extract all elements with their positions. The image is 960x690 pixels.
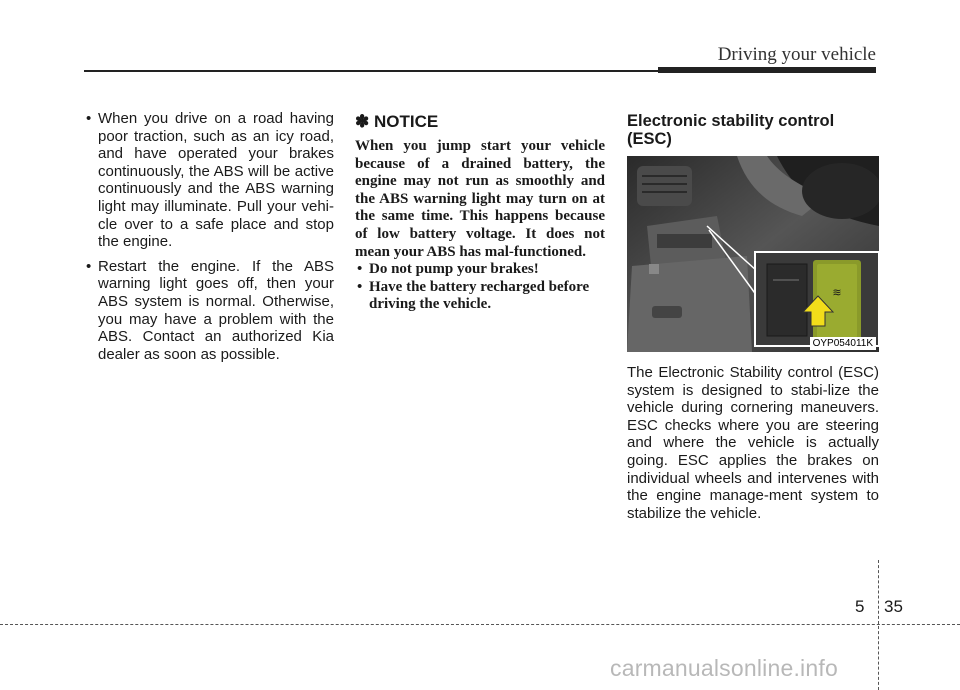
chapter-number: 5 — [855, 597, 865, 616]
notice-body: When you jump start your vehicle because of a drained battery, the engine may not run as smoothly and the ABS warning light may turn on at the same time. This happens because of low battery voltage. It does not mean your ABS has mal-functioned. — [355, 138, 605, 260]
list-item: • Have the battery recharged before driving the vehicle. — [355, 279, 605, 314]
list-item: • Restart the engine. If the ABS warning light goes off, then your ABS system is normal. Otherwise, you may have a problem with the ABS. Contact an authorized Kia dealer as soon as possible. — [84, 258, 334, 364]
esc-button-figure — [627, 156, 879, 352]
column-abs-instructions — [84, 110, 334, 370]
page-number: 35 — [884, 597, 903, 616]
page-section-title: Driving your vehicle — [717, 44, 876, 65]
dashboard-illustration — [627, 156, 879, 352]
header-rule-accent — [658, 67, 876, 73]
list-item: • Do not pump your brakes! — [355, 261, 605, 279]
svg-text:≋: ≋ — [832, 286, 842, 299]
figure-code-label: OYP054011K — [810, 337, 876, 350]
footer-divider — [878, 560, 879, 690]
notice-heading: ✽ NOTICE — [355, 112, 439, 131]
watermark-text: carmanualsonline.info — [610, 655, 838, 681]
list-item: • When you drive on a road having poor traction, such as an icy road, and have operated your brakes continuously, the ABS will be active continuously and the ABS warning light may illuminate. Pull your vehi-cle over to a safe place and stop the engine. — [84, 110, 334, 251]
notice-bullet-list — [355, 261, 605, 314]
column-notice — [355, 110, 605, 314]
column-esc — [627, 110, 879, 522]
footer-rule — [0, 624, 960, 625]
abs-bullet-list — [84, 110, 334, 363]
esc-description: The Electronic Stability control (ESC) system is designed to stabi-lize the vehicle during cornering maneuvers. ESC checks where you are steering and where the vehicle is actually going. ESC applies the brakes on individual wheels and intervenes with the engine manage-ment system to stabilize the vehicle. — [627, 364, 879, 522]
header-rule — [84, 70, 658, 72]
esc-heading: Electronic stability control (ESC) — [627, 112, 835, 148]
